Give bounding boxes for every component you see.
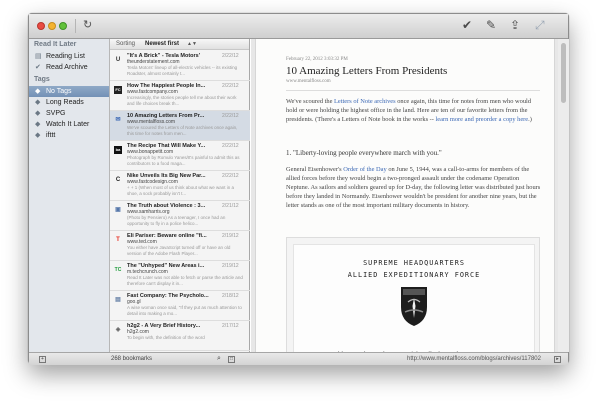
item-date: 2/19/12	[222, 233, 239, 239]
item-domain: m.techcrunch.com	[127, 269, 168, 275]
item-snippet: Photograph by Romulo Yanes/It's painful to admit this as contributors to a food maga...	[127, 155, 240, 166]
item-date: 2/17/12	[222, 323, 239, 329]
letter-image	[286, 237, 540, 363]
minimize-button[interactable]	[48, 22, 56, 30]
favicon-icon: ▤	[115, 297, 121, 303]
text: General Eisenhower's	[286, 166, 344, 173]
sidebar-tag-no-tags[interactable]	[29, 86, 109, 97]
sidebar-heading-tags: Tags	[34, 76, 50, 83]
status-url: http://www.mentalfloss.com/blogs/archives/117802	[407, 356, 541, 362]
sidebar	[29, 39, 110, 352]
toolbar-divider	[75, 19, 76, 33]
scrollbar[interactable]	[558, 39, 569, 352]
favicon-icon: ba	[115, 147, 121, 152]
item-title: Nike Unveils Its Big New Par...	[127, 173, 206, 179]
sidebar-item-reading-list[interactable]	[29, 51, 109, 62]
item-snippet: Increasingly, the stories people tell me about their work and life choices break th...	[127, 95, 237, 106]
add-icon[interactable]: +	[39, 356, 46, 363]
tag-icon: ◆	[35, 132, 41, 139]
item-date: 2/18/12	[222, 293, 239, 299]
tag-icon: ◆	[35, 110, 41, 117]
article-title: 10 Amazing Letters From Presidents	[286, 65, 448, 77]
item-snippet: A wise woman once said, "If they put as much attention to detail into making a mo...	[127, 305, 242, 316]
check-icon: ✔	[35, 64, 41, 71]
item-date: 2/19/12	[222, 263, 239, 269]
article-source[interactable]: www.mentalfloss.com	[286, 79, 331, 84]
article-meta: February 22, 2012 3:03:32 PM	[286, 57, 348, 62]
edit-icon[interactable]: ✎	[486, 18, 497, 32]
share-icon[interactable]: ⇪	[510, 18, 521, 32]
status-bar	[29, 352, 568, 365]
fullscreen-icon[interactable]: ⤢	[535, 18, 545, 32]
text: We've scoured the	[286, 98, 335, 105]
article-page	[255, 39, 555, 352]
list-item[interactable]	[110, 321, 250, 351]
item-domain: h2g2.com	[127, 329, 149, 335]
letters-of-note-link[interactable]: Letters of Note archives	[334, 98, 396, 105]
list-item[interactable]	[110, 141, 250, 171]
item-domain: theunderstatement.com	[127, 59, 180, 65]
sidebar-tag-watch-it-later[interactable]	[29, 119, 109, 130]
scroll-thumb[interactable]	[561, 43, 566, 103]
item-title: The "Unhyped" New Areas i...	[127, 263, 205, 269]
open-in-browser-icon[interactable]: ▸	[554, 356, 561, 363]
refresh-icon[interactable]: ↻	[83, 19, 93, 31]
filter-button[interactable]: □	[229, 356, 234, 362]
letter-header-line2: ALLIED EXPEDITIONARY FORCE	[347, 271, 481, 279]
divider	[286, 90, 540, 91]
tag-icon: ◆	[35, 99, 41, 106]
list-item[interactable]	[110, 261, 250, 291]
tag-icon: ◆	[35, 121, 41, 128]
sidebar-tag-svpg[interactable]	[29, 108, 109, 119]
item-snippet: Read It Later was not able to fetch or parse the article and therefore can't display it in...	[127, 275, 243, 286]
article-heading: 1. "Liberty-loving people everywhere march with you."	[286, 149, 442, 157]
item-domain: www.bonappetit.com	[127, 149, 174, 155]
favicon-icon: ▣	[115, 207, 121, 213]
sidebar-item-label: Watch It Later	[46, 121, 90, 128]
favicon-icon: ◈	[115, 327, 121, 333]
item-date: 2/22/12	[222, 53, 239, 59]
article-paragraph	[286, 165, 542, 210]
bookmark-list	[110, 39, 250, 352]
item-date: 2/21/12	[222, 203, 239, 209]
item-domain: goo.gl	[127, 299, 141, 305]
item-title: h2g2 - A Very Brief History...	[127, 323, 201, 329]
favicon-icon: ✉	[115, 117, 121, 123]
letter-header-line1: SUPREME HEADQUARTERS	[363, 259, 465, 267]
favicon-icon: TC	[114, 267, 122, 273]
sidebar-tag-long-reads[interactable]	[29, 97, 109, 108]
sidebar-heading-read-it-later: Read It Later	[34, 41, 77, 48]
list-item[interactable]	[110, 231, 250, 261]
app-window	[28, 13, 569, 364]
list-item[interactable]	[110, 291, 250, 321]
reader-pane	[251, 39, 569, 352]
item-date: 2/22/12	[222, 113, 239, 119]
zoom-button[interactable]	[59, 22, 67, 30]
item-domain: www.ted.com	[127, 239, 157, 245]
item-title: Fast Company: The Psycholo...	[127, 293, 209, 299]
item-domain: www.fastcompany.com	[127, 89, 178, 95]
sidebar-item-label: Long Reads	[46, 99, 84, 106]
item-title: 10 Amazing Letters From Pr...	[127, 113, 205, 119]
sort-label: Sorting	[116, 41, 136, 47]
bookmark-count: 268 bookmarks	[111, 356, 153, 362]
preorder-link[interactable]: learn more and preorder a copy here	[435, 116, 529, 123]
sidebar-item-read-archive[interactable]	[29, 62, 109, 73]
item-title: "It's A Brick" - Tesla Motors'	[127, 53, 201, 59]
item-date: 2/22/12	[222, 83, 239, 89]
book-icon: ▤	[35, 53, 42, 60]
item-title: The Recipe That Will Make Y...	[127, 143, 206, 149]
sort-bar	[110, 39, 249, 50]
item-domain: www.samharris.org	[127, 209, 170, 215]
sidebar-item-label: Reading List	[46, 53, 85, 60]
item-snippet: You either have JavaScript turned off or have an old version of the Adobe Flash Player...	[127, 245, 231, 256]
item-snippet: We've scoured the Letters of Note archives once again, this time for notes from men...	[127, 125, 238, 136]
letter-paper	[293, 244, 535, 364]
search-icon[interactable]: ⌕	[217, 355, 221, 362]
item-snippet: To begin with, the definition of the word	[127, 335, 205, 340]
favicon-icon: FC	[115, 87, 121, 92]
item-domain: www.mentalfloss.com	[127, 119, 176, 125]
favicon-icon: T	[116, 237, 120, 243]
article-intro	[286, 97, 542, 124]
list-item[interactable]	[110, 51, 250, 81]
sidebar-tag-ifttt[interactable]	[29, 130, 109, 141]
sidebar-item-label: No Tags	[46, 88, 72, 95]
list-item-selected[interactable]	[110, 111, 250, 141]
item-title: How The Happiest People In...	[127, 83, 206, 89]
item-snippet: (Photo by Pensiero) As a teenager, I once had an opportunity to fly in a police helico...	[127, 215, 226, 226]
close-button[interactable]	[37, 22, 45, 30]
item-title: The Truth about Violence : 3...	[127, 203, 206, 209]
item-domain: www.fastcodesign.com	[127, 179, 178, 185]
sidebar-item-label: SVPG	[46, 110, 66, 117]
text: .)	[528, 116, 532, 123]
text: on June 5, 1944, was a call-to-arms for members of the allied forces before they would begin a two-pronged assault under the codename Operation Neptune. As sailors and soldiers geared up for D-day, the following letter was distributed just hours before they landed in Normandy. Eisenhower wouldn't be president for another nine years, but the letter stands as one of the most important military documents in history.	[286, 166, 541, 209]
text: once again, this time for notes from men who would hold or were holding the highest office in the land. Here are ten of our favorite letters from the presidents. (There's a Letters of Note book in the works --	[286, 98, 532, 123]
list-item[interactable]	[110, 201, 250, 231]
item-date: 2/22/12	[222, 173, 239, 179]
item-date: 2/22/12	[222, 143, 239, 149]
shaef-shield-icon	[399, 285, 429, 327]
item-snippet: + + 1 (When most of us think about what we want in a shoe, a sock probably isn't t...	[127, 185, 235, 196]
sidebar-item-label: ifttt	[46, 132, 56, 139]
order-of-the-day-link[interactable]: Order of the Day	[343, 166, 387, 173]
mark-read-icon[interactable]: ✔	[462, 18, 473, 32]
sort-select[interactable]: Newest first	[145, 41, 180, 47]
sort-arrows-icon[interactable]: ▲▼	[187, 41, 197, 47]
item-snippet: Tesla Motors' lineup of all-electric vehicles -- its existing Roadster, almost certainly t...	[127, 65, 238, 76]
titlebar	[29, 14, 568, 39]
item-title: Eli Pariser: Beware online "fi...	[127, 233, 207, 239]
favicon-icon: C	[115, 177, 121, 183]
favicon-icon: U	[115, 57, 121, 63]
list-item[interactable]	[110, 171, 250, 201]
sidebar-item-label: Read Archive	[46, 64, 88, 71]
list-item[interactable]	[110, 81, 250, 111]
tag-icon: ◆	[35, 88, 41, 95]
